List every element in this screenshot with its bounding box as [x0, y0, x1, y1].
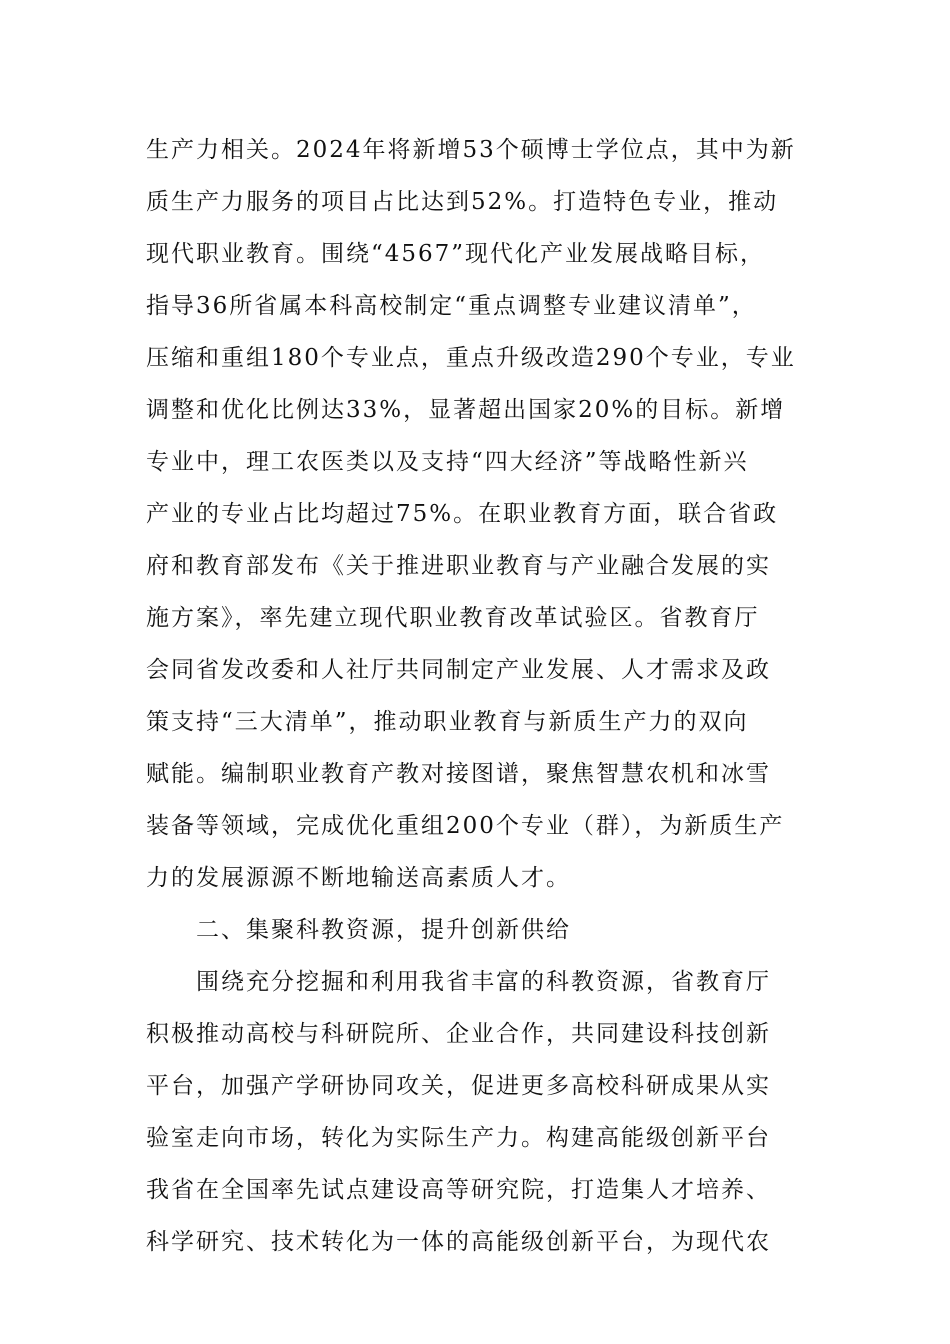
paragraph-1 [146, 124, 806, 904]
text-line: 会同省发改委和人社厅共同制定产业发展、人才需求及政 [146, 657, 771, 683]
text-line: 压缩和重组180个专业点，重点升级改造290个专业，专业 [146, 345, 796, 371]
text-line: 产业的专业占比均超过75%。在职业教育方面，联合省政 [146, 501, 779, 527]
text-line: 调整和优化比例达33%，显著超出国家20%的目标。新增 [146, 397, 786, 423]
text-line: 指导36所省属本科高校制定“重点调整专业建议清单”， [146, 293, 757, 319]
text-line: 府和教育部发布《关于推进职业教育与产业融合发展的实 [146, 553, 771, 579]
text-line: 装备等领域，完成优化重组200个专业（群），为新质生产 [146, 813, 785, 839]
text-line: 施方案》，率先建立现代职业教育改革试验区。省教育厅 [146, 605, 760, 631]
text-line: 现代职业教育。围绕“4567”现代化产业发展战略目标， [146, 241, 766, 267]
text-line: 我省在全国率先试点建设高等研究院，打造集人才培养、 [146, 1177, 771, 1203]
text-line: 验室走向市场，转化为实际生产力。构建高能级创新平台 [146, 1125, 771, 1151]
text-line: 围绕充分挖掘和利用我省丰富的科教资源，省教育厅 [196, 969, 771, 995]
text-line: 积极推动高校与科研院所、企业合作，共同建设科技创新 [146, 1021, 771, 1047]
paragraph-2 [146, 956, 806, 1268]
text-line: 科学研究、技术转化为一体的高能级创新平台，为现代农 [146, 1229, 771, 1255]
section-heading-block [146, 904, 806, 956]
text-line: 策支持“三大清单”，推动职业教育与新质生产力的双向 [146, 709, 749, 735]
text-line: 力的发展源源不断地输送高素质人才。 [146, 865, 571, 891]
text-line: 赋能。编制职业教育产教对接图谱，聚焦智慧农机和冰雪 [146, 761, 771, 787]
text-line: 质生产力服务的项目占比达到52%。打造特色专业，推动 [146, 189, 779, 215]
text-line: 专业中，理工农医类以及支持“四大经济”等战略性新兴 [146, 449, 749, 475]
text-line: 生产力相关。2024年将新增53个硕博士学位点，其中为新 [146, 137, 796, 163]
section-heading: 二、集聚科教资源，提升创新供给 [196, 917, 571, 943]
text-line: 平台，加强产学研协同攻关，促进更多高校科研成果从实 [146, 1073, 771, 1099]
